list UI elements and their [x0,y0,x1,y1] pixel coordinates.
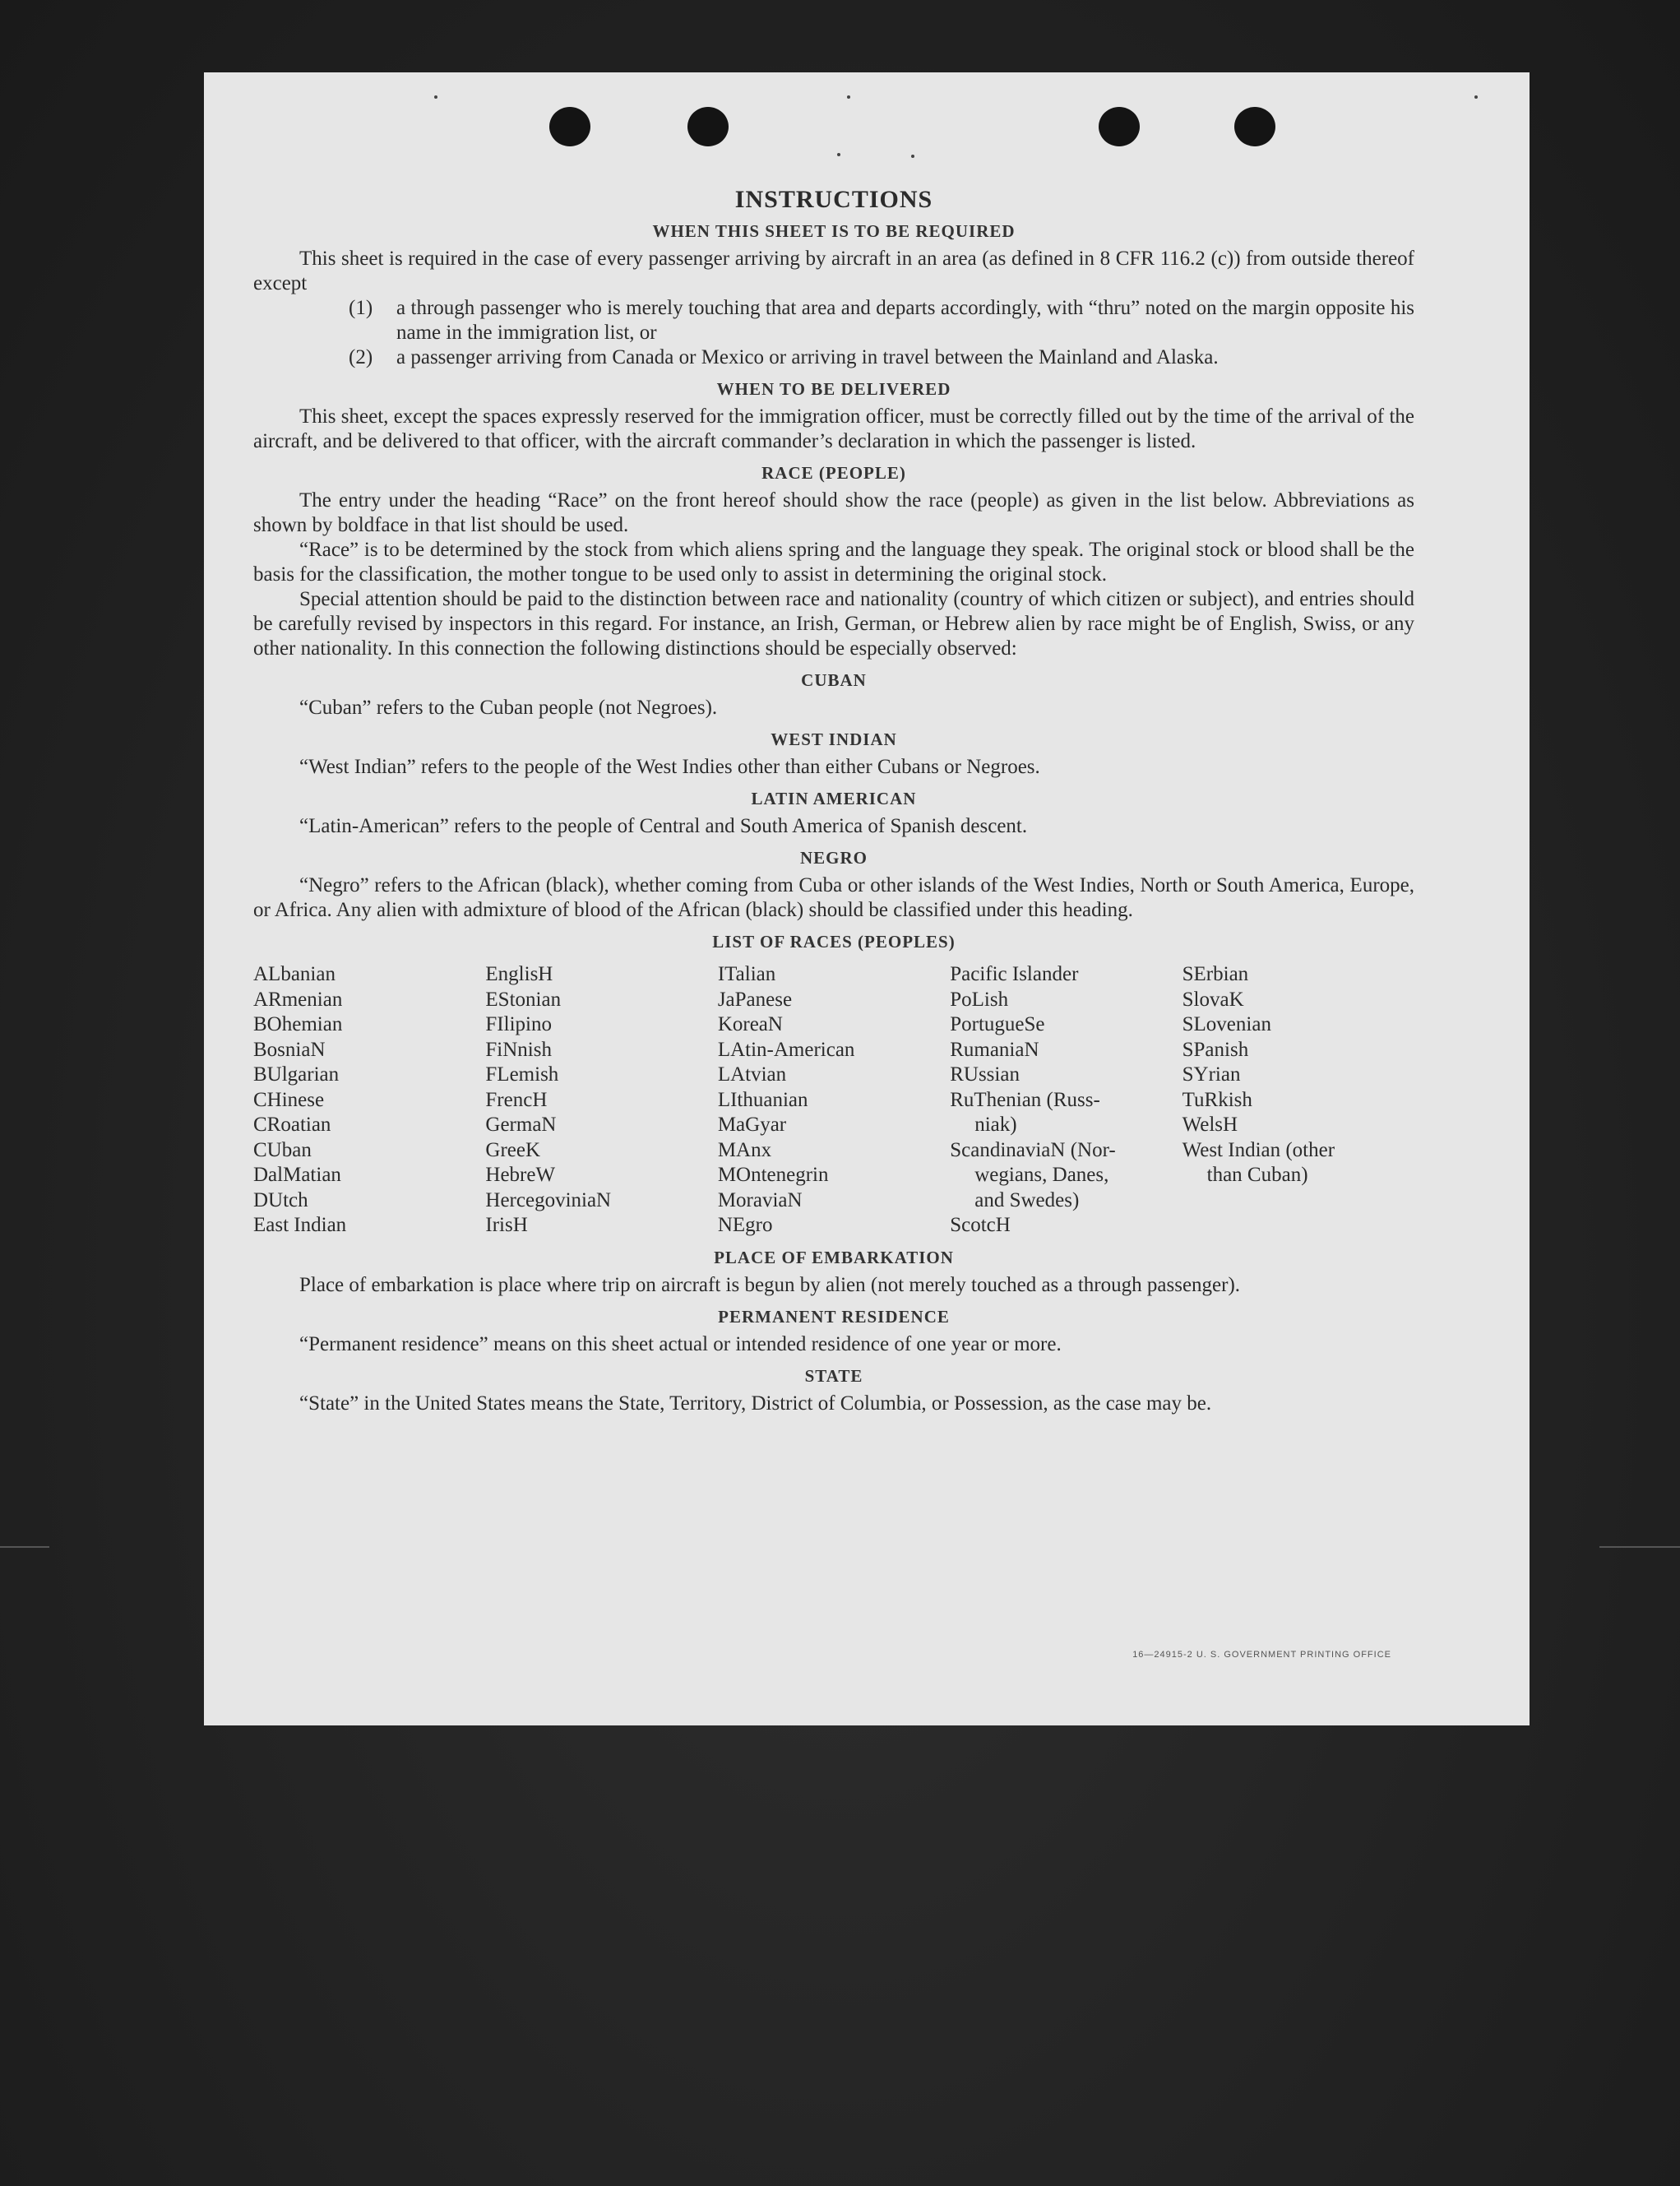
delivered-text: This sheet, except the spaces expressly reserved for the immigration officer, must be correctly filled out by the time of the arrival of the aircraft, and be delivered to that officer, with the aircraft commander’s declaration in which the passenger is listed. [253,405,1414,452]
printing-office-code: 16—24915-2 U. S. GOVERNMENT PRINTING OFFICE [1132,1650,1391,1660]
race-paragraph-1: The entry under the heading “Race” on the front hereof should show the race (people) as given in the list below. Abbreviations as shown by boldface in that list should be used. [253,489,1414,536]
races-column [253,962,485,1239]
race-entry: SPanish [1182,1038,1249,1061]
race-entry: MaGyar [717,1114,787,1136]
race-entry: ScandinaviaN (Nor- [950,1138,1116,1161]
races-column [1182,962,1414,1239]
heading-state: STATE [804,1365,863,1386]
race-entry: LIthuanian [717,1088,808,1111]
race-entry: LAtvian [717,1063,787,1086]
exception-number: (2) [349,346,373,368]
exception-text: a through passenger who is merely touching that area and departs accordingly, with “thru” noted on the margin opposite his name in the immigration list, or [396,297,1414,344]
race-entry: CRoatian [253,1114,331,1136]
race-entry: SlovaK [1182,988,1244,1011]
cuban-text: “Cuban” refers to the Cuban people (not Negroes). [299,697,718,719]
race-entry: FiNnish [485,1038,552,1061]
race-entry: PortugueSe [950,1013,1045,1035]
heading-delivered: WHEN TO BE DELIVERED [716,379,951,399]
races-column [950,962,1182,1239]
race-entry: IrisH [485,1214,528,1236]
heading-latin-american: LATIN AMERICAN [751,789,917,808]
race-entry: HebreW [485,1164,556,1186]
race-entry: CHinese [253,1088,325,1111]
race-entry: East Indian [253,1214,347,1236]
race-entry: ITalian [717,963,776,985]
race-entry: CUban [253,1138,312,1161]
exception-text: a passenger arriving from Canada or Mexico or arriving in travel between the Mainland and Alaska. [396,346,1219,368]
race-entry: ScotcH [950,1214,1011,1236]
heading-race: RACE (PEOPLE) [761,463,906,483]
race-entry: wegians, Danes, [974,1164,1109,1186]
page-title: INSTRUCTIONS [734,186,933,213]
race-entry: and Swedes) [974,1188,1080,1211]
exception-item [349,296,1414,345]
heading-permanent-residence: PERMANENT RESIDENCE [718,1306,950,1327]
race-entry: West Indian (other [1182,1138,1335,1161]
race-entry: than Cuban) [1206,1164,1308,1186]
speck [911,155,914,158]
west-indian-text: “West Indian” refers to the people of the West Indies other than either Cubans or Negroes. [299,756,1040,778]
speck [434,95,437,99]
race-paragraph-2: “Race” is to be determined by the stock from which aliens spring and the language they speak. The original stock or blood shall be the basis for the classification, the mother tongue to be used only to assist in determining the original stock. [253,539,1414,586]
race-entry: SErbian [1182,963,1249,985]
race-entry: BosniaN [253,1038,326,1061]
heading-west-indian: WEST INDIAN [771,729,897,749]
race-entry: niak) [974,1114,1017,1136]
heading-cuban: CUBAN [801,670,867,690]
race-entry: EnglisH [485,963,553,985]
race-paragraph-3: Special attention should be paid to the distinction between race and nationality (country of which citizen or subject), and entries should be carefully revised by inspectors in this regard. For instance, an Irish, German, or Hebrew alien by race might be of English, Swiss, or any other nationality. In this connection the following distinctions should be especially observed: [253,588,1414,660]
race-entry: EStonian [485,988,562,1011]
race-entry: BUlgarian [253,1063,340,1086]
race-entry: RUssian [950,1063,1020,1086]
race-entry: ALbanian [253,963,336,985]
race-entry: GermaN [485,1114,557,1136]
race-entry: Pacific Islander [950,963,1079,985]
races-column [485,962,717,1239]
embarkation-text: Place of embarkation is place where trip on aircraft is begun by alien (not merely touched as a through passenger). [299,1273,1241,1296]
punch-hole [1099,107,1140,146]
heading-list-of-races: LIST OF RACES (PEOPLES) [712,932,956,952]
race-entry: SYrian [1182,1063,1241,1086]
race-entry: SLovenian [1182,1013,1271,1035]
punch-hole [549,107,590,146]
race-entry: FIlipino [485,1013,552,1035]
punch-hole [1234,107,1275,146]
races-column [718,962,950,1239]
heading-negro: NEGRO [799,848,868,868]
scan-edge-mark [1599,1546,1680,1548]
race-entry: MAnx [717,1138,772,1161]
instruction-sheet [204,72,1530,1725]
scan-edge-mark [0,1546,49,1548]
race-entry: HercegoviniaN [485,1188,612,1211]
required-intro: This sheet is required in the case of every passenger arriving by aircraft in an area (as defined in 8 CFR 116.2 (c)) from outside thereof except [253,248,1414,294]
residence-text: “Permanent residence” means on this sheet actual or intended residence of one year or more. [299,1332,1062,1355]
race-entry: RuThenian (Russ- [950,1088,1100,1111]
race-entry: DUtch [253,1188,308,1211]
race-entry: PoLish [950,988,1009,1011]
state-text: “State” in the United States means the State, Territory, District of Columbia, or Possession, as the case may be. [299,1392,1212,1415]
race-entry: ARmenian [253,988,343,1011]
speck [847,95,850,99]
race-entry: GreeK [485,1138,541,1161]
race-entry: MoraviaN [717,1188,803,1211]
exception-number: (1) [349,297,373,319]
instructions-body [253,188,1414,1416]
race-entry: FLemish [485,1063,559,1086]
race-entry: BOhemian [253,1013,343,1035]
race-entry: KoreaN [717,1013,783,1035]
speck [1474,95,1478,99]
speck [837,153,840,156]
race-entry: WelsH [1182,1114,1238,1136]
negro-text: “Negro” refers to the African (black), whether coming from Cuba or other islands of the West Indies, North or South America, Europe, or Africa. Any alien with admixture of blood of the African (black) should be classified under this heading. [253,874,1414,921]
latin-american-text: “Latin-American” refers to the people of Central and South America of Spanish descent. [299,815,1028,837]
heading-embarkation: PLACE OF EMBARKATION [714,1247,954,1267]
exception-item [349,345,1414,370]
races-list [253,962,1414,1239]
race-entry: MOntenegrin [717,1164,829,1186]
punch-hole [687,107,729,146]
race-entry: LAtin-American [717,1038,855,1061]
race-entry: JaPanese [717,988,793,1011]
race-entry: DalMatian [253,1164,341,1186]
race-entry: RumaniaN [950,1038,1039,1061]
heading-required: WHEN THIS SHEET IS TO BE REQUIRED [652,221,1016,241]
race-entry: TuRkish [1182,1088,1252,1111]
race-entry: FrencH [485,1088,548,1111]
race-entry: NEgro [717,1214,773,1236]
